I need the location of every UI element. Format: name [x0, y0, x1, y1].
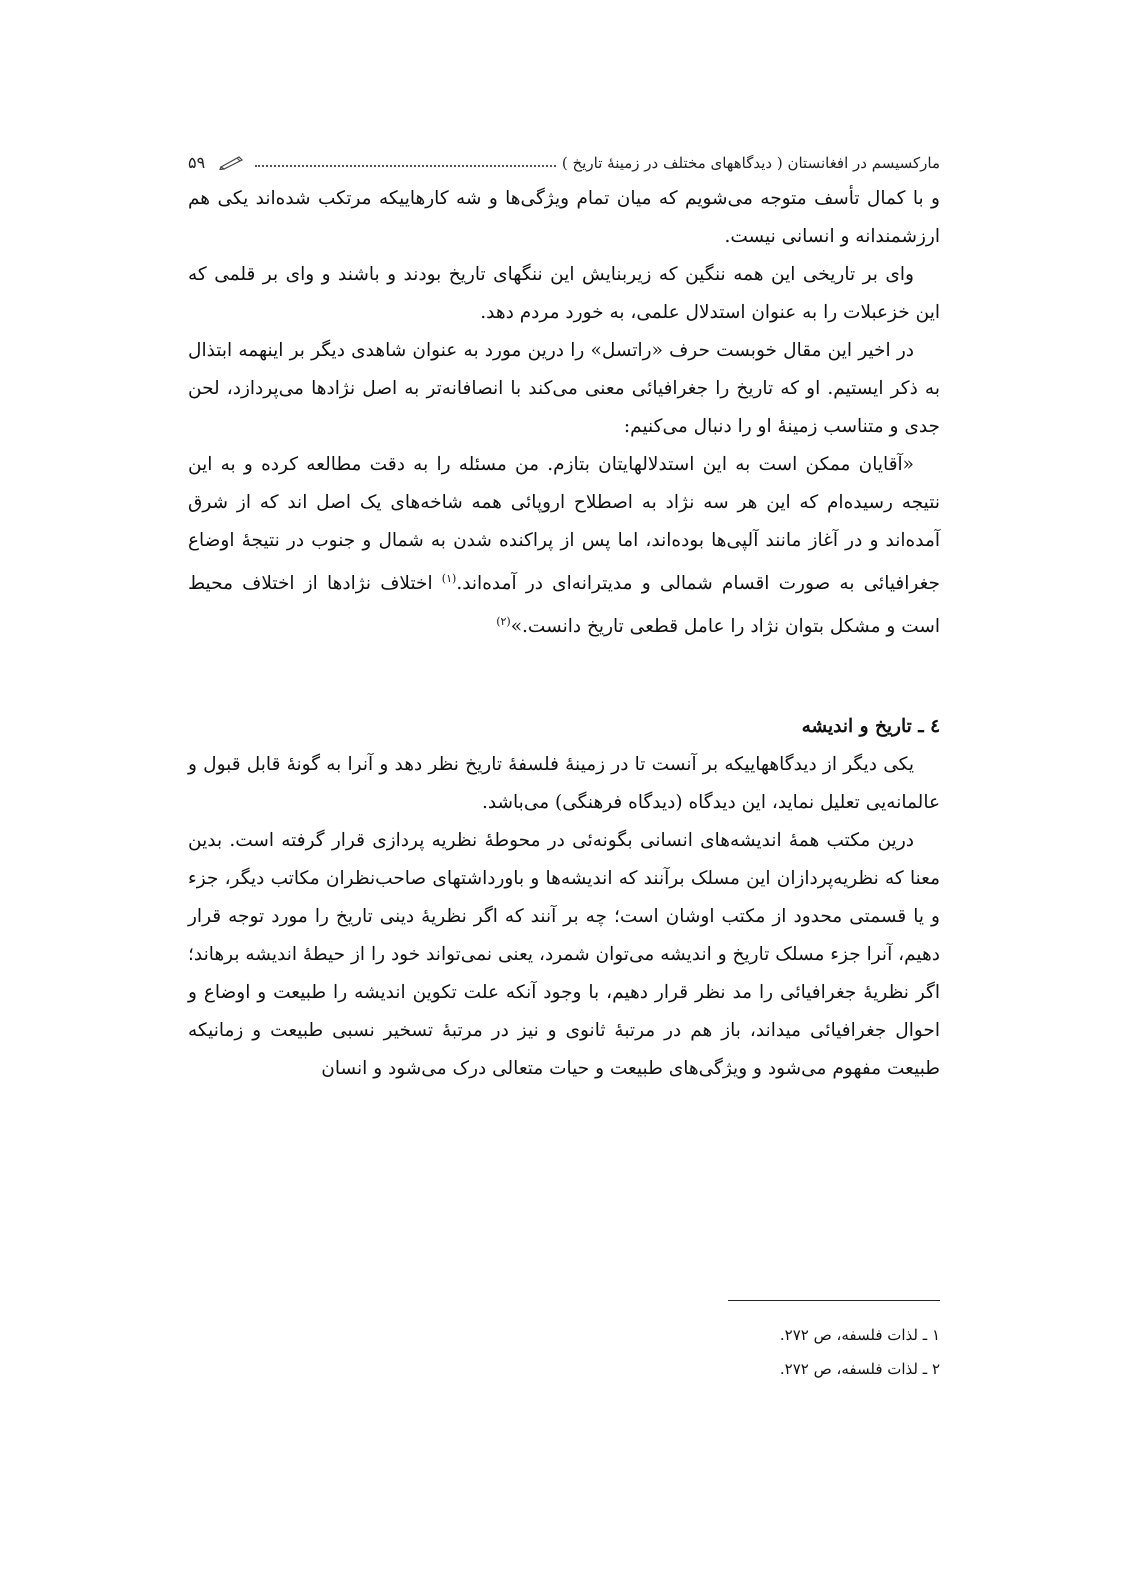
- paragraph-3: در اخیر این مقال خوبست حرف «راتسل» را درین مورد به عنوان شاهدی دیگر بر اینهمه ابتذال به ذکر ایستیم. او که تاریخ را جغرافیائی معنی می‌کند با انصافانه‌تر به اصل نژادها می‌پردازد، لحن جدی و متناسب زمینۀ او را دنبال می‌کنیم:: [188, 340, 940, 437]
- body-text: [188, 180, 940, 1088]
- quote-paragraph: [188, 446, 940, 646]
- section-heading: ٤ ـ تاریخ و اندیشه: [801, 716, 940, 738]
- paragraph-2: وای بر تاریخی این همه ننگین که زیربنایش این ننگهای تاریخ بودند و باشند و وای بر قلمی که این خزعبلات را به عنوان استدلال علمی، به خورد مردم دهد.: [188, 264, 940, 323]
- footnote-1: ۱ ـ لذات فلسفه، ص ۲۷۲.: [779, 1326, 940, 1344]
- footnotes: [600, 1318, 940, 1386]
- footnote-2: ۲ ـ لذات فلسفه، ص ۲۷۲.: [779, 1360, 940, 1378]
- running-title: مارکسیسم در افغانستان ( دیدگاههای مختلف در زمینۀ تاریخ ): [561, 154, 940, 172]
- quote-text-1: «آقایان ممکن است به این استدلالهایتان بتازم. من مسئله را به دقت مطالعه کرده و به این نتیجه رسیده‌ام که این هر سه نژاد به اصطلاح اروپائی همه شاخه‌های یک اصل اند که از شرق آمده‌اند و در آغاز مانند آلپی‌ها بوده‌اند، اما پس از پراکنده شدن به شمال و جنوب در نتیجۀ اوضاع جغرافیائی به صورت اقسام شمالی و مدیترانه‌ای در آمده‌اند.: [188, 454, 940, 595]
- paragraph-6: درین مکتب همۀ اندیشه‌های انسانی بگونه‌ئی در محوطۀ نظریه پردازی قرار گرفته است. بدین معنا که نظریه‌پردازان این مسلک برآنند که اندیشه‌ها و باورداشتهای صاحب‌نظران مکاتب دیگر، جزء و یا قسمتی محدود از مکتب اوشان است؛ چه بر آنند که اگر نظریۀ دینی تاریخ را مورد توجه قرار دهیم، آنرا جزء مسلک تاریخ و اندیشه می‌توان شمرد، یعنی نمی‌تواند خود را از حیطۀ اندیشه برهاند؛ اگر نظریۀ جغرافیائی را مد نظر قرار دهیم، با وجود آنکه علت تکوین اندیشه را طبیعت و اوضاع و احوال جغرافیائی میداند، باز هم در مرتبۀ ثانوی و نیز در مرتبۀ تسخیر نسبی طبیعت و زمانیکه طبیعت مفهوم می‌شود و ویژگی‌های طبیعت و حیات متعالی درک می‌شود و انسان: [188, 830, 940, 1080]
- footnote-ref-1: (۱): [441, 572, 457, 585]
- footnote-ref-2: (۲): [496, 615, 511, 629]
- footnote-divider: [728, 1300, 940, 1301]
- paragraph-1: و با کمال تأسف متوجه می‌شویم که میان تمام ویژگی‌ها و شه کارهاییکه مرتکب شده‌اند یکی هم ارزشمندانه و انسانی نیست.: [188, 188, 940, 247]
- pen-icon: [219, 154, 245, 170]
- page-number: ۵۹: [188, 153, 206, 172]
- paragraph-5: یکی دیگر از دیدگاههاییکه بر آنست تا در زمینۀ فلسفۀ تاریخ نظر دهد و آنرا به گونۀ قابل قبول و عالمانه‌یی تعلیل نماید، این دیدگاه (دیدگاه فرهنگی) می‌باشد.: [188, 754, 940, 814]
- header-leader-dots: [255, 165, 556, 167]
- section-spacer: [188, 646, 940, 708]
- page-header: [188, 144, 940, 172]
- quote-text-2: اختلاف نژادها از اختلاف محیط است و مشکل بتوان نژاد را عامل قطعی تاریخ دانست.»: [188, 573, 940, 638]
